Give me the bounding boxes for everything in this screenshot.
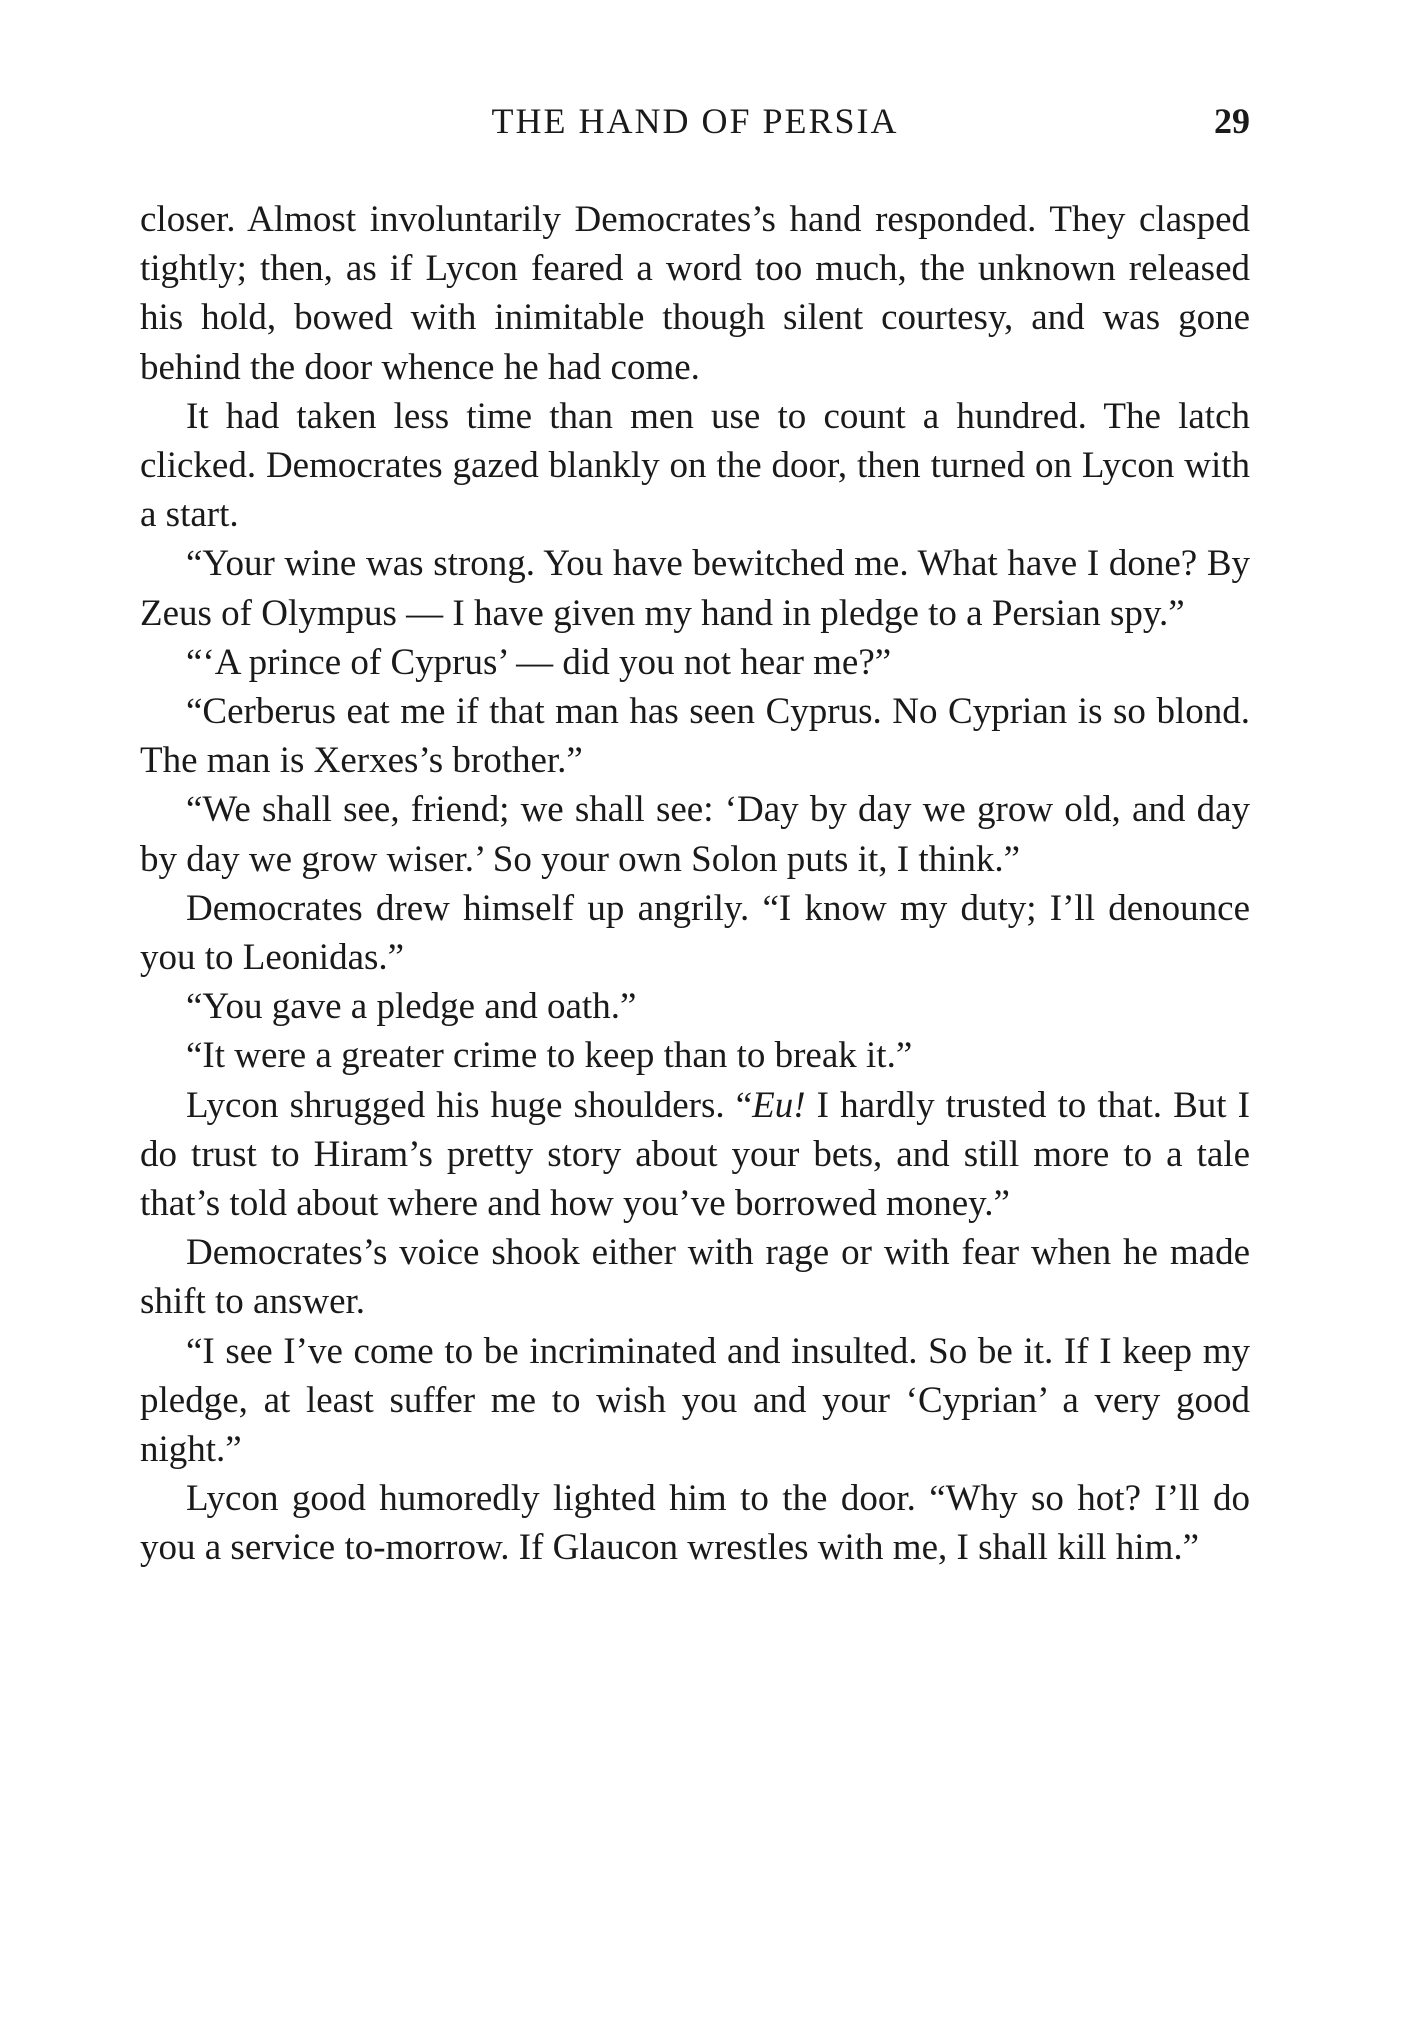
paragraph: Democrates’s voice shook either with rage or with fear when he made shift to answer.: [140, 1232, 1250, 1323]
paragraph: [140, 1081, 1250, 1229]
paragraph: Democrates drew himself up angrily. “I know my duty; I’ll denounce you to Leonidas.”: [140, 887, 1250, 979]
paragraph: “Cerberus eat me if that man has seen Cyprus. No Cyprian is so blond. The man is Xerxes’s brother.”: [140, 691, 1250, 782]
paragraph: “Your wine was strong. You have bewitched me. What have I done? By Zeus of Olympus — I have given my hand in pledge to a Persian spy.”: [140, 543, 1250, 634]
paragraph-text: I hardly trusted to that. But I do trust to Hiram’s pretty story about your bets, and still more to a tale that’s told about where and how you’ve borrowed money.”: [140, 1084, 1250, 1225]
paragraph: closer. Almost involuntarily Democrates’s hand responded. They clasped tightly; then, as if Lycon feared a word too much, the unknown released his hold, bowed with inimitable though silent courtesy, and was gone behind the door whence he had come.: [140, 199, 1250, 388]
italic-text: Eu!: [752, 1084, 806, 1126]
paragraph: “‘A prince of Cyprus’ — did you not hear me?”: [186, 641, 892, 683]
paragraph: “We shall see, friend; we shall see: ‘Day by day we grow old, and day by day we grow wiser.’ So your own Solon puts it, I think.”: [140, 789, 1250, 880]
paragraph: Lycon good humoredly lighted him to the door. “Why so hot? I’ll do you a service to-morrow. If Glaucon wrestles with me, I shall kill him.”: [140, 1478, 1250, 1569]
running-title: THE HAND OF PERSIA: [491, 101, 899, 141]
paragraph-text: Lycon shrugged his huge shoulders. “: [186, 1084, 753, 1126]
body-text: [140, 195, 1250, 1573]
paragraph: “It were a greater crime to keep than to break it.”: [186, 1035, 913, 1077]
page-number: 29: [1214, 101, 1250, 141]
paragraph: It had taken less time than men use to count a hundred. The latch clicked. Democrates gazed blankly on the door, then turned on Lycon with a start.: [140, 395, 1250, 536]
page-header: [140, 100, 1250, 150]
paragraph: “You gave a pledge and oath.”: [186, 986, 637, 1028]
paragraph: “I see I’ve come to be incriminated and insulted. So be it. If I keep my pledge, at least suffer me to wish you and your ‘Cyprian’ a very good night.”: [140, 1330, 1250, 1471]
